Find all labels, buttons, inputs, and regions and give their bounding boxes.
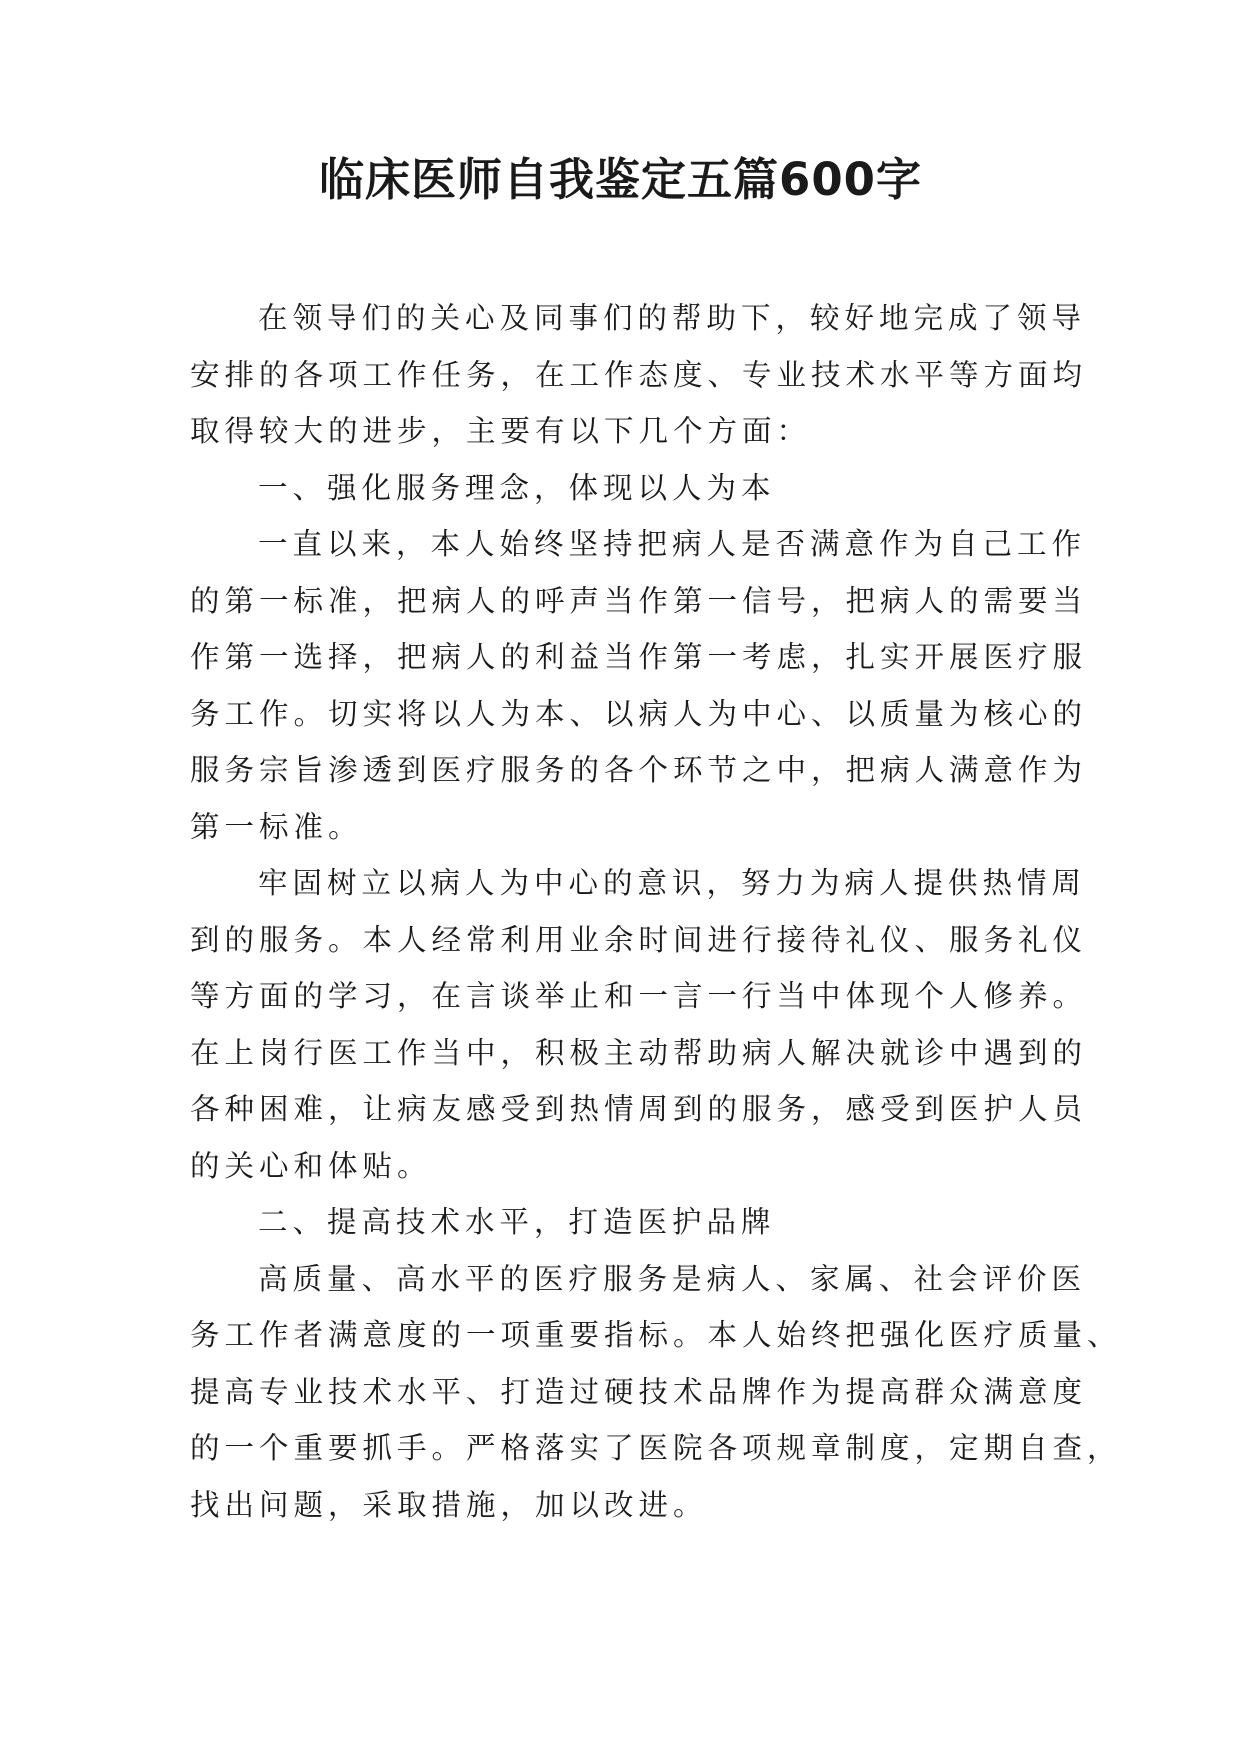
text-line: 到的服务。本人经常利用业余时间进行接待礼仪、服务礼仪 [190, 922, 1088, 957]
text-line: 二、提高技术水平，打造医护品牌 [258, 1205, 776, 1239]
text-line: 等方面的学习，在言谈举止和一言一行当中体现个人修养。 [190, 979, 1088, 1013]
text-line: 提高专业技术水平、打造过硬技术品牌作为提高群众满意度 [190, 1374, 1088, 1409]
text-line: 服务宗旨渗透到医疗服务的各个环节之中，把病人满意作为 [190, 753, 1088, 787]
text-line: 务工作。切实将以人为本、以病人为中心、以质量为核心的 [190, 696, 1088, 731]
text-line: 在上岗行医工作当中，积极主动帮助病人解决就诊中遇到的 [190, 1035, 1088, 1070]
text-line: 取得较大的进步，主要有以下几个方面： [190, 414, 812, 448]
text-line: 牢固树立以病人为中心的意识，努力为病人提供热情周 [258, 866, 1087, 900]
text-line: 的一个重要抓手。严格落实了医院各项规章制度，定期自查， [190, 1431, 1122, 1465]
document-body [190, 290, 1122, 1533]
text-line: 找出问题，采取措施，加以改进。 [190, 1487, 708, 1522]
text-line: 各种困难，让病友感受到热情周到的服务，感受到医护人员 [190, 1092, 1088, 1126]
text-line: 在领导们的关心及同事们的帮助下，较好地完成了领导 [258, 301, 1087, 335]
document-title: 临床医师自我鉴定五篇600字 [319, 153, 922, 206]
text-line: 务工作者满意度的一项重要指标。本人始终把强化医疗质量、 [190, 1318, 1122, 1352]
text-line: 的关心和体贴。 [190, 1148, 432, 1183]
text-line: 作第一选择，把病人的利益当作第一考虑，扎实开展医疗服 [190, 640, 1088, 674]
text-line: 一直以来，本人始终坚持把病人是否满意作为自己工作 [258, 527, 1087, 561]
text-line: 高质量、高水平的医疗服务是病人、家属、社会评价医 [258, 1261, 1087, 1296]
text-line: 的第一标准，把病人的呼声当作第一信号，把病人的需要当 [190, 583, 1088, 618]
text-line: 第一标准。 [190, 809, 363, 844]
text-line: 安排的各项工作任务，在工作态度、专业技术水平等方面均 [190, 357, 1088, 392]
text-line: 一、强化服务理念，体现以人为本 [258, 470, 776, 505]
